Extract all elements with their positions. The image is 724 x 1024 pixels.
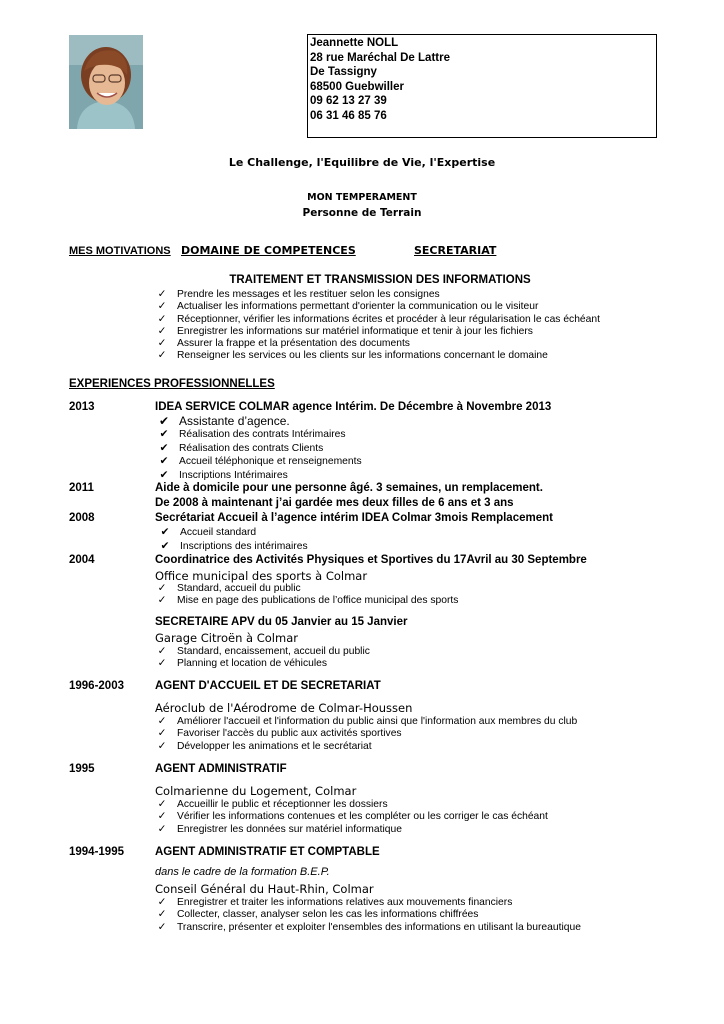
check-icon: ✓ — [157, 897, 167, 908]
contact-box — [307, 34, 657, 138]
year-2004: 2004 — [69, 554, 95, 566]
exp-2008-list — [158, 526, 308, 553]
checkmark-icon: ✔ — [158, 414, 170, 428]
competences-list — [155, 289, 600, 363]
year-2011: 2011 — [69, 482, 94, 494]
exp-1994-list — [155, 897, 581, 934]
exp-2004-org2: Garage Citroën à Colmar — [155, 631, 298, 645]
exp-1995-org: Colmarienne du Logement, Colmar — [155, 784, 357, 798]
contact-address-line1: 28 rue Maréchal De Lattre — [310, 51, 450, 64]
exp-2004-list2 — [155, 646, 370, 671]
check-icon: ✓ — [157, 811, 167, 823]
check-icon: ✓ — [157, 350, 167, 362]
contact-phone-2: 06 31 46 85 76 — [310, 109, 387, 122]
secretariat-heading: SECRETARIAT — [414, 244, 497, 257]
exp-1996-title: AGENT D'ACCUEIL ET DE SECRETARIAT — [155, 680, 381, 692]
list-item: ✔ Réalisation des contrats Clients — [157, 442, 362, 456]
year-1995: 1995 — [69, 763, 95, 775]
profile-photo — [69, 35, 143, 129]
traitement-heading: TRAITEMENT ET TRANSMISSION DES INFORMATIONS — [229, 274, 531, 286]
check-icon: ✓ — [157, 595, 167, 607]
exp-2013-list — [157, 414, 362, 482]
list-item: ✓ Standard, encaissement, accueil du public — [155, 646, 370, 658]
list-item: ✓ Favoriser l'accès du public aux activités sportives — [155, 728, 577, 740]
check-icon: ✓ — [157, 823, 167, 835]
list-item: ✓ Transcrire, présenter et exploiter l'ensembles des informations en utilisant la bureautique — [155, 922, 581, 934]
check-icon: ✓ — [157, 338, 167, 350]
exp-1996-list — [155, 716, 577, 753]
list-item: ✔ Inscriptions Intérimaires — [157, 469, 362, 483]
list-item: ✔ Réalisation des contrats Intérimaires — [157, 428, 362, 442]
exp-2004-list — [155, 583, 458, 608]
exp-2013-title: IDEA SERVICE COLMAR agence Intérim. De Décembre à Novembre 2013 — [155, 401, 552, 413]
temperament-title: MON TEMPERAMENT — [307, 192, 417, 203]
checkmark-icon: ✔ — [159, 429, 169, 440]
list-item: ✔ Assistante d’agence. — [158, 414, 290, 428]
list-item: ✓ Améliorer l'accueil et l'information du public ainsi que l'information aux membres du club — [155, 716, 577, 728]
exp-1994-org: Conseil Général du Haut-Rhin, Colmar — [155, 882, 374, 896]
exp-1995-title: AGENT ADMINISTRATIF — [155, 763, 287, 775]
list-item: ✓ Enregistrer et traiter les informations relatives aux mouvements financiers — [155, 897, 581, 909]
list-item: ✓ Vérifier les informations contenues et les compléter ou les corriger le cas échéant — [155, 811, 548, 823]
list-item: ✓ Développer les animations et le secrétariat — [155, 741, 577, 753]
contact-city: 68500 Guebwiller — [310, 80, 404, 93]
list-item: ✓ Enregistrer les informations sur matériel informatique et tenir à jour les fichiers — [155, 326, 600, 338]
list-item: ✓ Renseigner les services ou les clients sur les informations concernant le domaine — [155, 350, 600, 362]
list-item: ✓ Standard, accueil du public — [155, 583, 458, 595]
exp-1994-title: AGENT ADMINISTRATIF ET COMPTABLE — [155, 846, 380, 858]
year-2008: 2008 — [69, 512, 95, 524]
checkmark-icon: ✔ — [159, 469, 169, 481]
check-icon: ✓ — [157, 583, 167, 594]
check-icon: ✓ — [157, 313, 167, 325]
check-icon: ✓ — [157, 301, 167, 313]
list-item: ✓ Réceptionner, vérifier les informations écrites et procéder à leur régularisation le cas échéant — [155, 314, 600, 326]
exp-2004-title: Coordinatrice des Activités Physiques et Sportives du 17Avril au 30 Septembre — [155, 554, 587, 566]
list-item: ✓ Collecter, classer, analyser selon les cas les informations chiffrées — [155, 909, 581, 921]
year-1994-1995: 1994-1995 — [69, 846, 124, 858]
checkmark-icon: ✔ — [159, 442, 169, 454]
contact-phone-1: 09 62 13 27 39 — [310, 95, 387, 108]
checkmark-icon: ✔ — [159, 456, 169, 467]
temperament-value: Personne de Terrain — [302, 207, 422, 219]
list-item: ✓ Actualiser les informations permettant d'orienter la communication ou le visiteur — [155, 301, 600, 313]
exp-2008-title: Secrétariat Accueil à l’agence intérim IDEA Colmar 3mois Remplacement — [155, 512, 553, 524]
exp-2011-line2: De 2008 à maintenant j’ai gardée mes deux filles de 6 ans et 3 ans — [155, 497, 514, 509]
list-item: ✓ Prendre les messages et les restituer selon les consignes — [155, 289, 600, 301]
check-icon: ✓ — [157, 728, 167, 740]
exp-2011-line1: Aide à domicile pour une personne âgé. 3 semaines, un remplacement. — [155, 482, 543, 494]
checkmark-icon: ✔ — [160, 540, 170, 552]
list-item: ✔ Accueil standard — [158, 526, 308, 540]
portrait-image — [69, 35, 143, 129]
contact-name: Jeannette NOLL — [310, 37, 399, 49]
check-icon: ✓ — [157, 799, 167, 810]
check-icon: ✓ — [157, 740, 167, 752]
list-item: ✓ Mise en page des publications de l’office municipal des sports — [155, 595, 458, 607]
exp-2004-org: Office municipal des sports à Colmar — [155, 569, 368, 583]
check-icon: ✓ — [157, 658, 167, 670]
contact-address-line2: De Tassigny — [310, 66, 377, 79]
experiences-heading: EXPERIENCES PROFESSIONNELLES — [69, 378, 275, 390]
check-icon: ✓ — [157, 646, 167, 657]
exp-1994-note: dans le cadre de la formation B.E.P. — [155, 866, 330, 878]
motivations-heading: MES MOTIVATIONS — [69, 245, 171, 257]
check-icon: ✓ — [157, 909, 167, 921]
check-icon: ✓ — [157, 289, 167, 300]
domaine-heading: DOMAINE DE COMPETENCES — [181, 244, 356, 257]
list-item: ✓ Enregistrer les données sur matériel informatique — [155, 824, 548, 836]
check-icon: ✓ — [157, 921, 167, 933]
exp-1996-org: Aéroclub de l'Aérodrome de Colmar-Houssen — [155, 701, 413, 715]
year-2013: 2013 — [69, 401, 95, 413]
list-item: ✔ Inscriptions des intérimaires — [158, 540, 308, 554]
list-item: ✓ Planning et location de véhicules — [155, 658, 370, 670]
exp-2004-title2: SECRETAIRE APV du 05 Janvier au 15 Janvier — [155, 616, 408, 628]
check-icon: ✓ — [157, 716, 167, 727]
list-item: ✓ Assurer la frappe et la présentation des documents — [155, 338, 600, 350]
exp-1995-list — [155, 799, 548, 836]
tagline: Le Challenge, l'Equilibre de Vie, l'Expertise — [228, 156, 496, 169]
year-1996-2003: 1996-2003 — [69, 680, 124, 692]
list-item: ✔ Accueil téléphonique et renseignements — [157, 455, 362, 469]
list-item: ✓ Accueillir le public et réceptionner les dossiers — [155, 799, 548, 811]
check-icon: ✓ — [157, 325, 167, 337]
checkmark-icon: ✔ — [160, 527, 170, 538]
